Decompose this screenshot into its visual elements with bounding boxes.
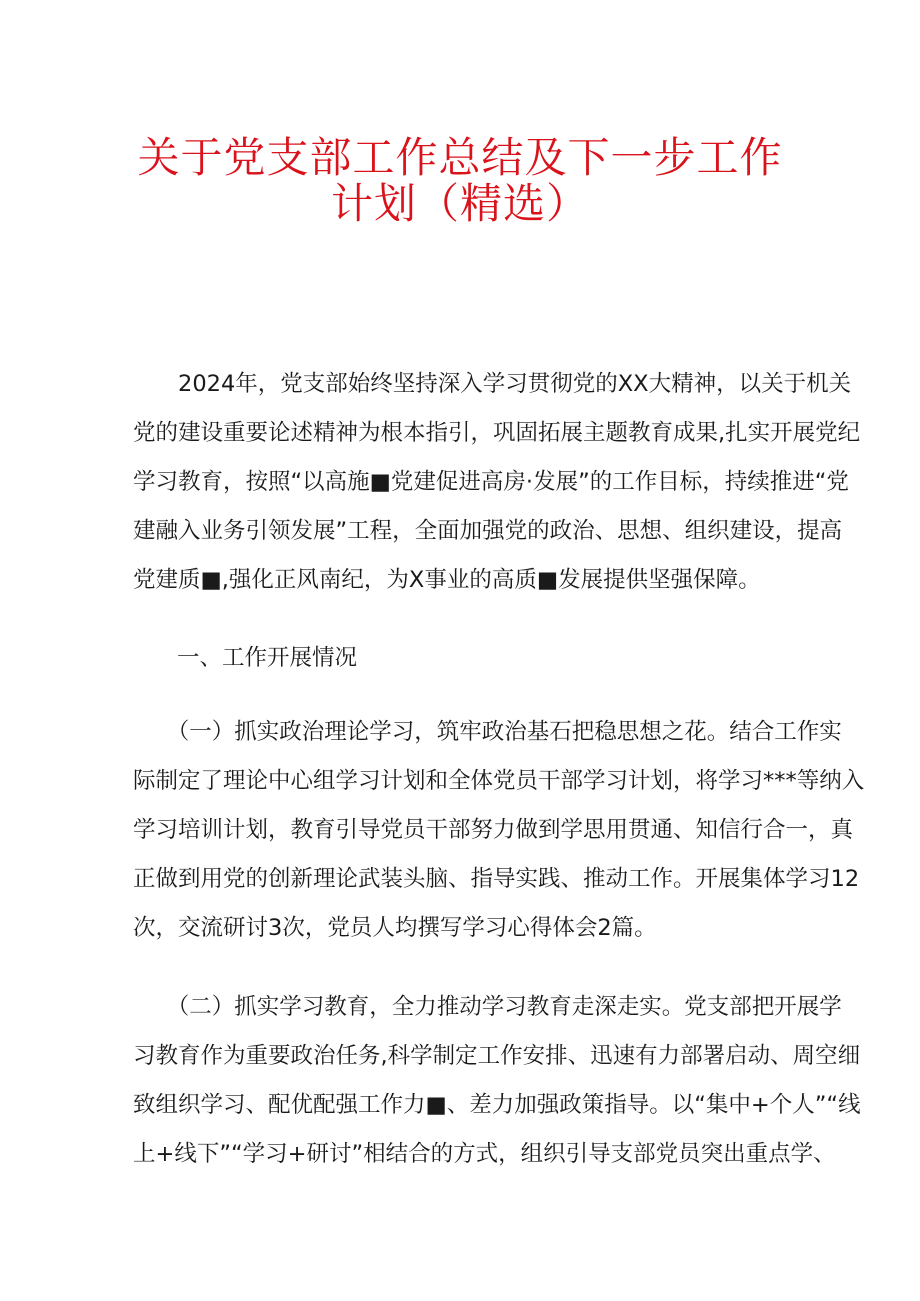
paragraph-line: 致组织学习、配优配强工作力■、差力加强政策指导。以“集中+个人”“线 — [133, 1092, 861, 1118]
paragraph-line: 建融入业务引领发展”工程，全面加强党的政治、思想、组织建设，提高 — [133, 518, 843, 544]
paragraph-line: 学习教育，按照“以高施■党建促进高房·发展”的工作目标，持续推进“党 — [133, 469, 849, 495]
paragraph-line: 学习培训计划，教育引导党员干部努力做到学思用贯通、知信行合一，真 — [133, 817, 854, 843]
paragraph-line: 正做到用党的创新理论武装头脑、指导实践、推动工作。开展集体学习12 — [133, 866, 860, 892]
paragraph-section-2 — [133, 983, 861, 1179]
paragraph-line: 际制定了理论中心组学习计划和全体党员干部学习计划，将学习***等纳入 — [133, 768, 865, 794]
section-heading: 一、工作开展情况 — [177, 645, 358, 671]
paragraph-line: （二）抓实学习教育，全力推动学习教育走深走实。党支部把开展学 — [133, 994, 842, 1020]
paragraph-line: （一）抓实政治理论学习，筑牢政治基石把稳思想之花。结合工作实 — [133, 719, 842, 745]
paragraph-line: 党的建设重要论述精神为根本指引，巩固拓展主题教育成果,扎实开展党纪 — [133, 420, 861, 446]
paragraph-intro — [133, 360, 861, 605]
paragraph-line: 党建质■,强化正风南纪，为X事业的高质■发展提供坚强保障。 — [133, 567, 761, 593]
paragraph-line: 2024年，党支部始终坚持深入学习贯彻党的XX大精神，以关于机关 — [133, 371, 852, 397]
paragraph-line: 习教育作为重要政治任务,科学制定工作安排、迅速有力部署启动、周空细 — [133, 1043, 861, 1069]
paragraph-section-1 — [133, 708, 865, 953]
document-title-line-1: 关于党支部工作总结及下一步工作 — [137, 133, 783, 182]
paragraph-line: 次，交流研讨3次，党员人均撰写学习心得体会2篇。 — [133, 915, 657, 941]
paragraph-line: 上+线下”“学习+研讨”相结合的方式，组织引导支部党员突出重点学、 — [133, 1141, 836, 1167]
document-title-line-2: 计划（精选） — [330, 179, 589, 228]
